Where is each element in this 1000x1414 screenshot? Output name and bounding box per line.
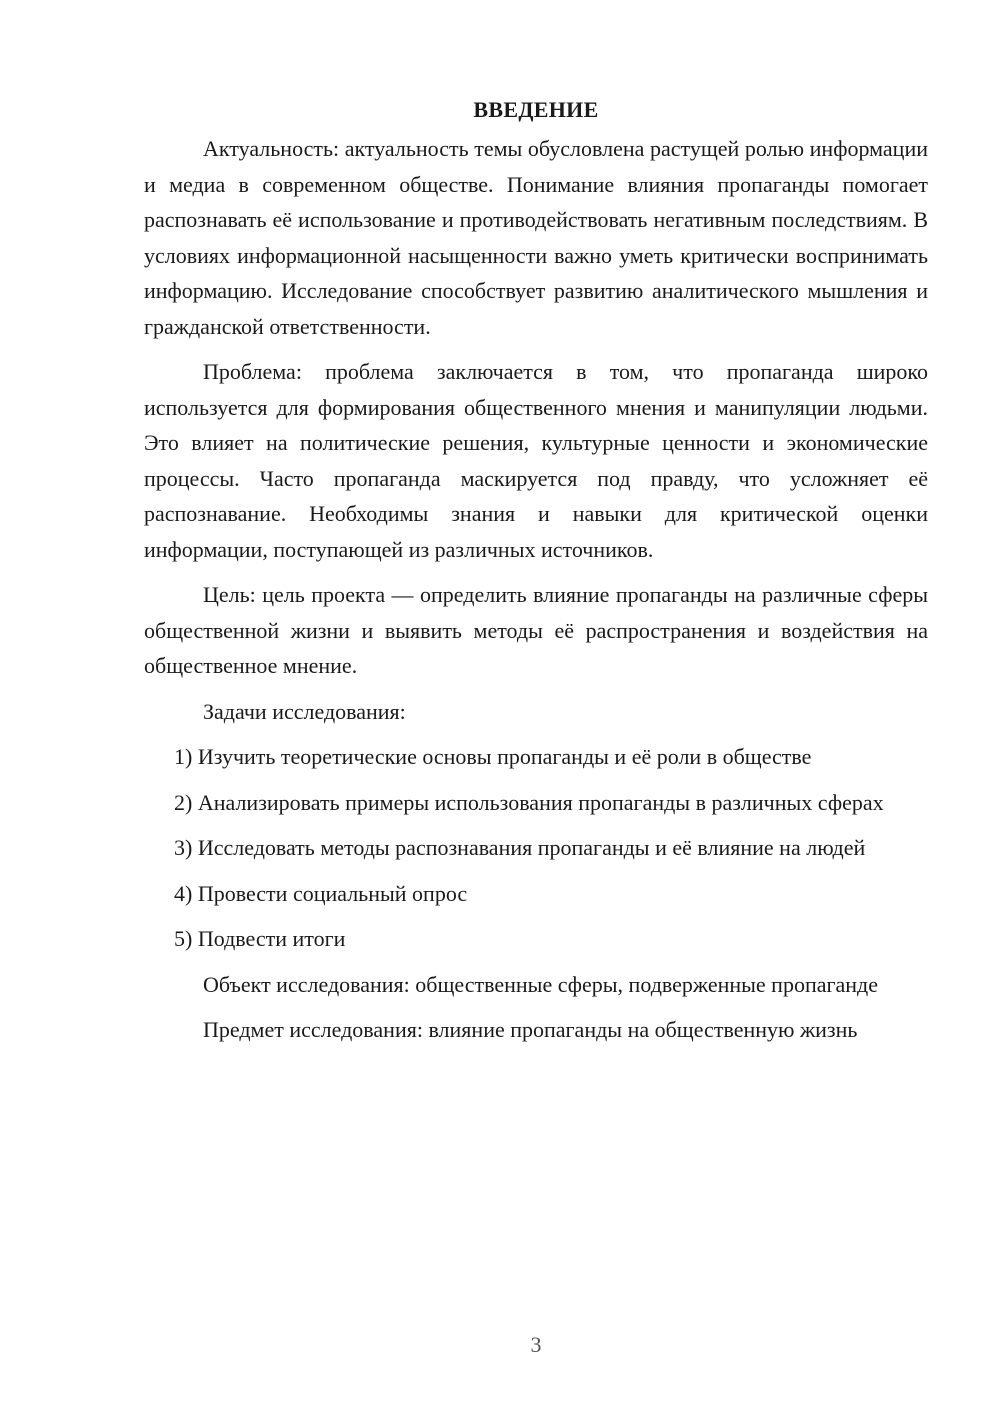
problem-paragraph: Проблема: проблема заключается в том, что пропаганда широко используется для формирования общественного мнения и манипуляции людьми. Это влияет на политические решения, культурные ценности и экономические процессы. Часто пропаганда маскируется под правду, что усложняет её распознавание. Необходимы знания и навыки для критической оценки информации, поступающей из различных источников. <box>144 359 928 562</box>
research-subject-paragraph: Предмет исследования: влияние пропаганды на общественную жизнь <box>203 1017 858 1042</box>
task-item-3: 3) Исследовать методы распознавания пропаганды и её влияние на людей <box>174 835 866 860</box>
goal-paragraph: Цель: цель проекта — определить влияние пропаганды на различные сферы общественной жизни и выявить методы её распространения и воздействия на общественное мнение. <box>144 582 928 678</box>
task-item-1: 1) Изучить теоретические основы пропаганды и её роли в обществе <box>174 744 812 769</box>
tasks-heading: Задачи исследования: <box>203 698 406 724</box>
task-item-2: 2) Анализировать примеры использования пропаганды в различных сферах <box>174 789 884 815</box>
relevance-paragraph: Актуальность: актуальность темы обусловлена растущей ролью информации и медиа в современном обществе. Понимание влияния пропаганды помогает распознавать её использование и противодействовать негативным последствиям. В условиях информационной насыщенности важно уметь критически воспринимать информацию. Исследование способствует развитию аналитического мышления и гражданской ответственности. <box>144 136 928 339</box>
task-item-4: 4) Провести социальный опрос <box>174 880 468 906</box>
document-page <box>144 92 928 1058</box>
section-title: ВВЕДЕНИЕ <box>473 97 599 122</box>
page-number: 3 <box>530 1332 542 1357</box>
task-item-5: 5) Подвести итоги <box>174 926 346 951</box>
research-object-paragraph: Объект исследования: общественные сферы, подверженные пропаганде <box>203 971 879 997</box>
